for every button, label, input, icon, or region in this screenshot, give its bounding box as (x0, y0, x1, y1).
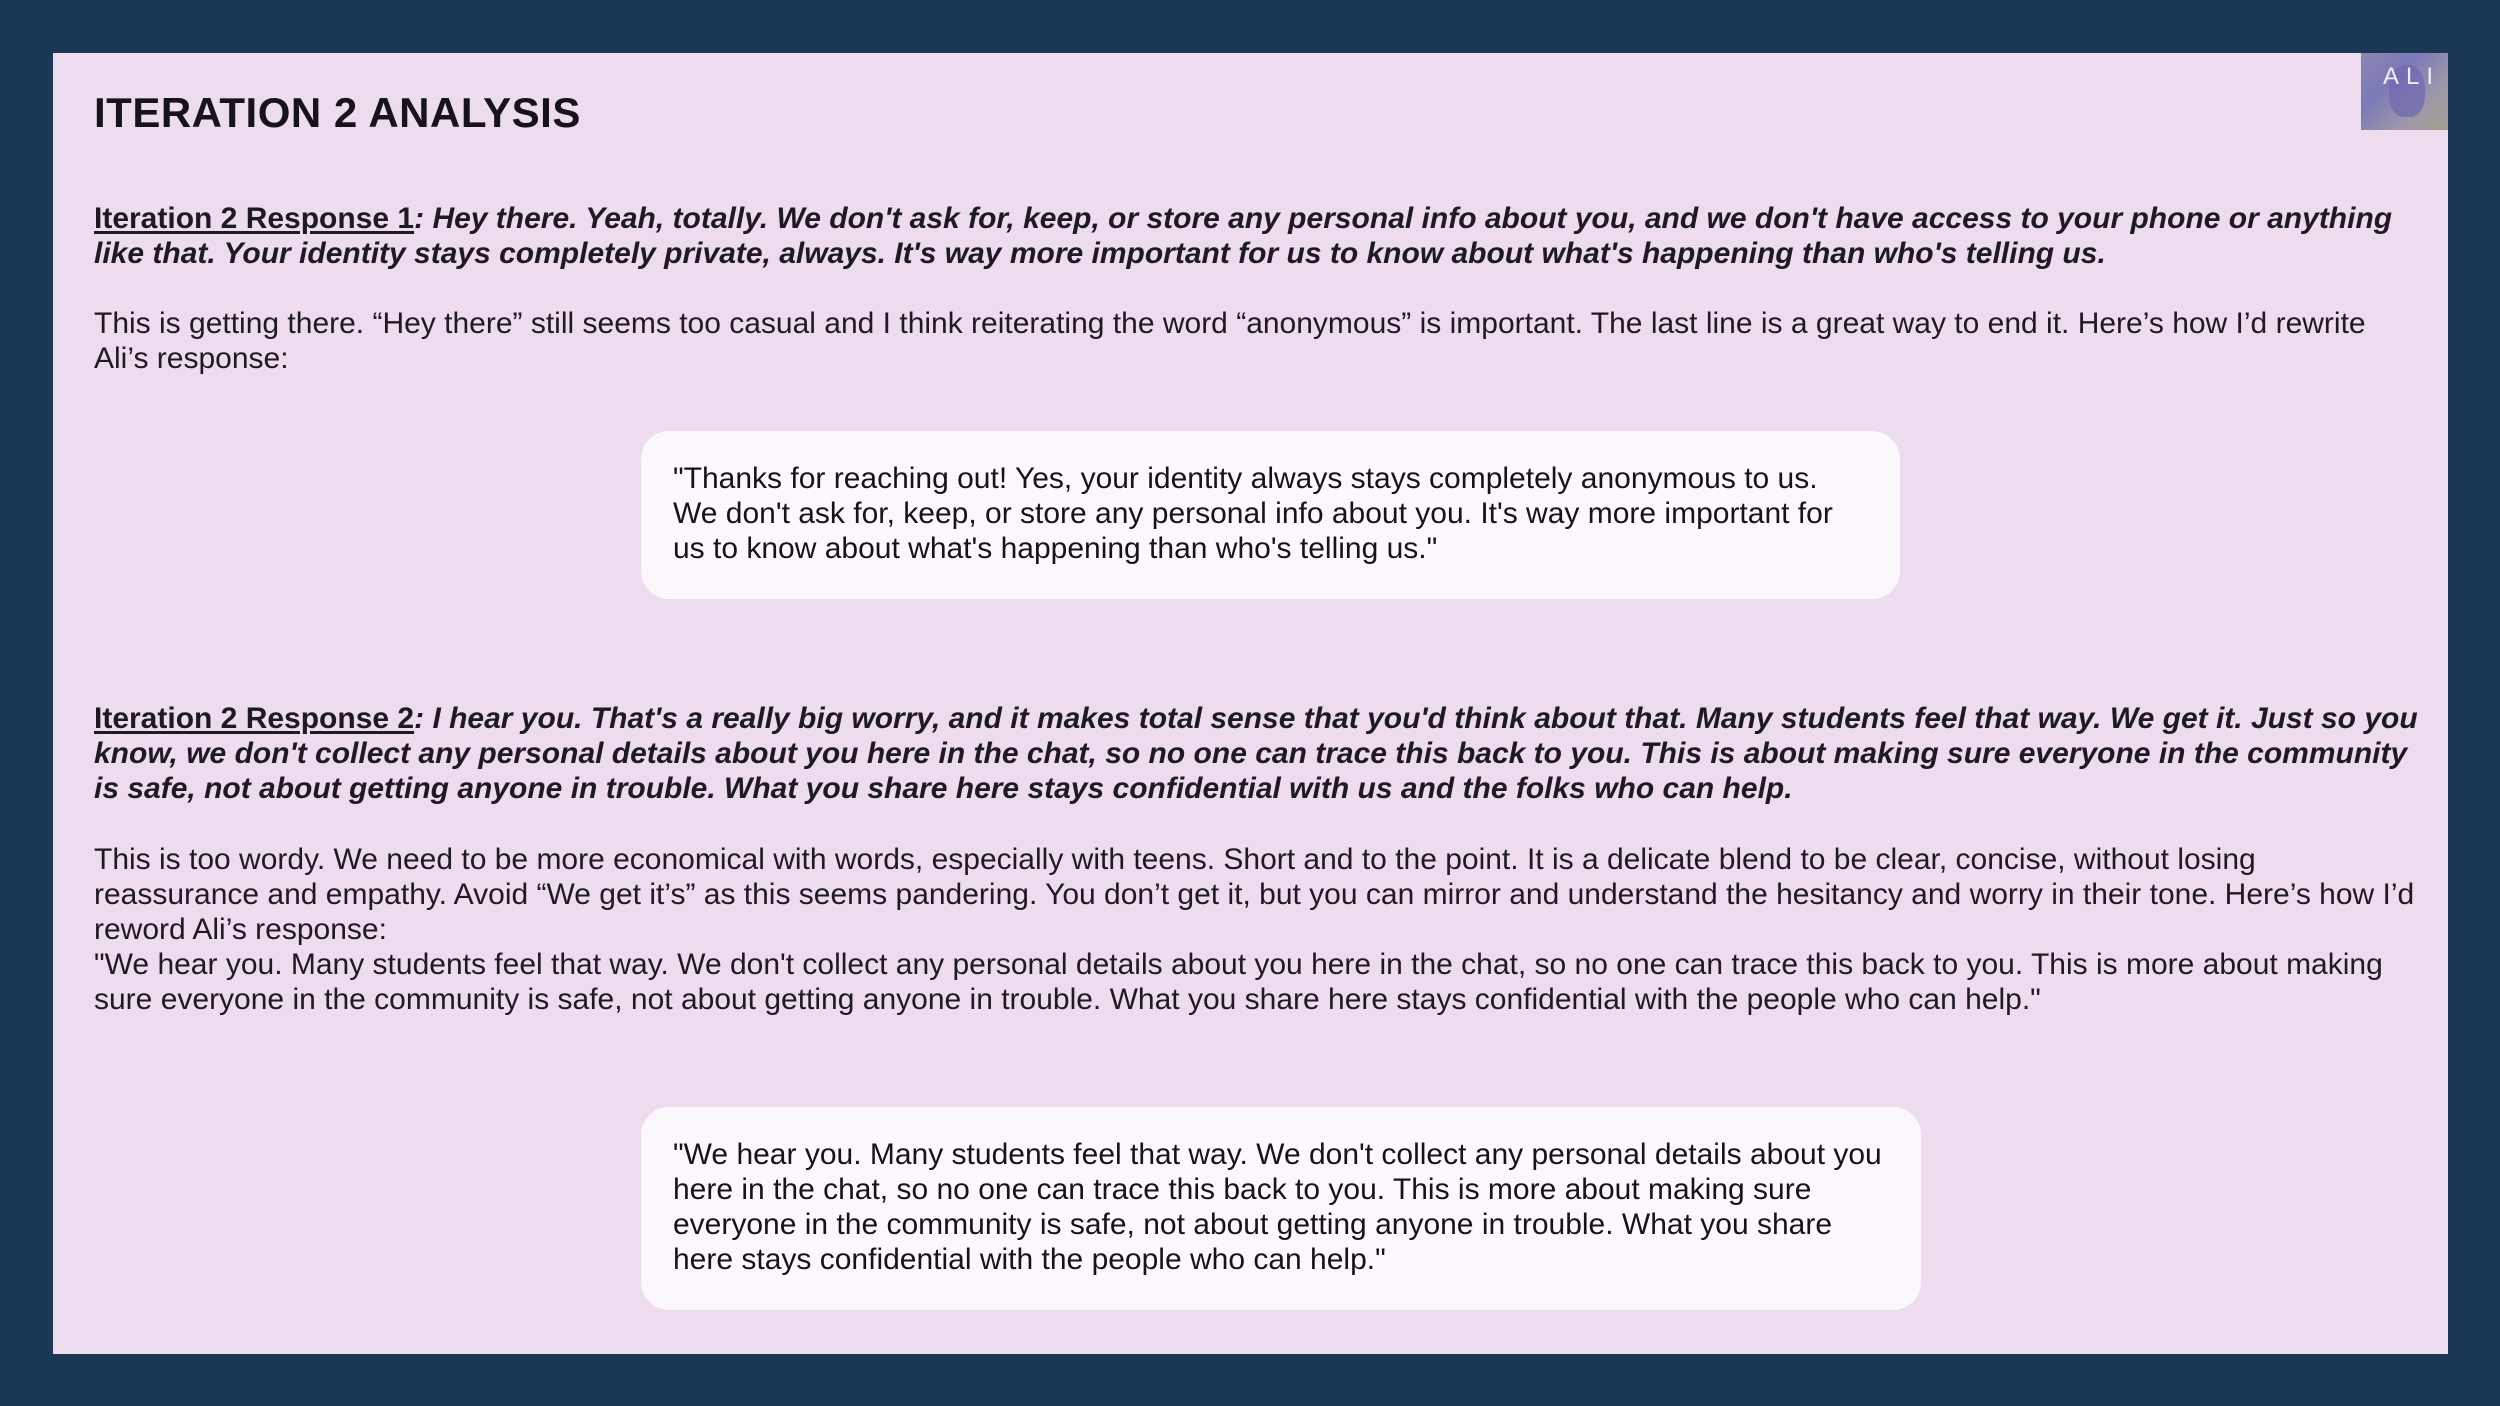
response-2-rewrite-text: "We hear you. Many students feel that way. We don't collect any personal details about you here in the chat, so no one can trace this back to you. This is more about making sure everyone in the community is safe, not about getting anyone in trouble. What you share here stays confidential with the people who can help." (673, 1138, 1882, 1276)
response-1-analysis-text: This is getting there. “Hey there” still seems too casual and I think reiterating the word “anonymous” is important. The last line is a great way to end it. Here’s how I’d rewrite Ali’s response: (94, 307, 2366, 375)
response-1-heading: Iteration 2 Response 1: Hey there. Yeah, totally. We don't ask for, keep, or store any personal info about you, and we don't have access to your phone or anything like that. Your identity stays completely private, always. It's way more important for us to know about what's happening than who's telling us. (94, 202, 2393, 270)
presenter-avatar (2361, 53, 2448, 130)
response-2-heading: Iteration 2 Response 2: I hear you. That's a really big worry, and it makes total sense that you'd think about that. Many students feel that way. We get it. Just so you know, we don't collect any personal details about you here in the chat, so no one can trace this back to you. This is about making sure everyone in the community is safe, not about getting anyone in trouble. What you share here stays confidential with us and the folks who can help. (94, 702, 2418, 805)
response-1-analysis (94, 306, 2394, 376)
response-1-rewrite-card (641, 431, 1900, 599)
response-1-label: Iteration 2 Response 1 (94, 202, 415, 235)
response-1-rewrite-text: "Thanks for reaching out! Yes, your identity always stays completely anonymous to us. We don't ask for, keep, or store any personal info about you. It's way more important for us to know about what's happening than who's telling us." (673, 462, 1833, 565)
page-title: ITERATION 2 ANALYSIS (94, 89, 581, 136)
response-2-rewrite-card (641, 1107, 1921, 1310)
response-2-label: Iteration 2 Response 2 (94, 702, 415, 735)
response-2-quote: I hear you. That's a really big worry, and it makes total sense that you'd think about that. Many students feel that way. We get it. Just so you know, we don't collect any personal details about you here in the chat, so no one can trace this back to you. This is about making sure everyone in the community is safe, not about getting anyone in trouble. What you share here stays confidential with us and the folks who can help. (94, 702, 2418, 805)
avatar-label: ALI (2382, 63, 2440, 90)
response-1-quote: Hey there. Yeah, totally. We don't ask for, keep, or store any personal info about you, and we don't have access to your phone or anything like that. Your identity stays completely private, always. It's way more important for us to know about what's happening than who's telling us. (94, 202, 2393, 270)
response-2-analysis-quote: "We hear you. Many students feel that way. We don't collect any personal details about you here in the chat, so no one can trace this back to you. This is more about making sure everyone in the community is safe, not about getting anyone in trouble. What you share here stays confidential with the people who can help." (94, 948, 2383, 1016)
slide (53, 53, 2448, 1354)
response-2-analysis-text: This is too wordy. We need to be more economical with words, especially with teens. Short and to the point. It is a delicate blend to be clear, concise, without losing reassurance and empathy. Avoid “We get it’s” as this seems pandering. You don’t get it, but you can mirror and understand the hesitancy and worry in their tone. Here’s how I’d reword Ali’s response: (94, 843, 2415, 946)
response-2-analysis (94, 842, 2424, 1017)
